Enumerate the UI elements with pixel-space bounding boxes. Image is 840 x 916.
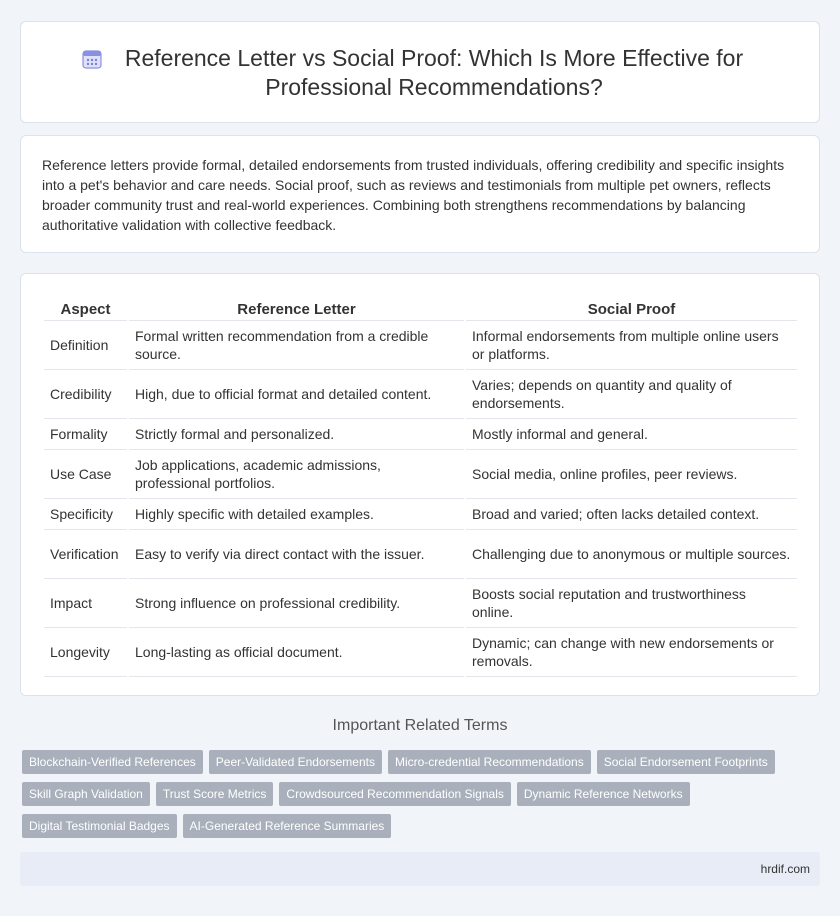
related-term-tag[interactable]: Trust Score Metrics bbox=[156, 782, 274, 806]
reference-cell: Long-lasting as official document. bbox=[129, 628, 464, 677]
social-cell: Informal endorsements from multiple online users or platforms. bbox=[466, 321, 797, 370]
title-card bbox=[20, 21, 820, 123]
tag-row bbox=[22, 750, 802, 782]
related-terms-list bbox=[22, 750, 802, 846]
table-row bbox=[44, 628, 797, 677]
related-term-tag[interactable]: Micro-credential Recommendations bbox=[388, 750, 591, 774]
comparison-table bbox=[42, 294, 799, 677]
table-row bbox=[44, 499, 797, 530]
related-term-tag[interactable]: Digital Testimonial Badges bbox=[22, 814, 177, 838]
social-cell: Social media, online profiles, peer reviews. bbox=[466, 450, 797, 499]
reference-cell: Highly specific with detailed examples. bbox=[129, 499, 464, 530]
aspect-cell: Longevity bbox=[44, 628, 127, 677]
aspect-cell: Impact bbox=[44, 579, 127, 628]
related-terms-title: Important Related Terms bbox=[332, 717, 508, 734]
related-term-tag[interactable]: Peer-Validated Endorsements bbox=[209, 750, 382, 774]
table-row bbox=[44, 450, 797, 499]
social-cell: Varies; depends on quantity and quality of endorsements. bbox=[466, 370, 797, 419]
aspect-cell: Definition bbox=[44, 321, 127, 370]
header-reference-letter: Reference Letter bbox=[129, 294, 464, 321]
related-term-tag[interactable]: Blockchain-Verified References bbox=[22, 750, 203, 774]
reference-cell: High, due to official format and detailed content. bbox=[129, 370, 464, 419]
table-row bbox=[44, 579, 797, 628]
related-term-tag[interactable]: Skill Graph Validation bbox=[22, 782, 150, 806]
header-social-proof: Social Proof bbox=[466, 294, 797, 321]
page-title: Reference Letter vs Social Proof: Which Is More Effective for Professional Recommendations? bbox=[124, 45, 744, 100]
social-cell: Mostly informal and general. bbox=[466, 419, 797, 450]
related-term-tag[interactable]: AI-Generated Reference Summaries bbox=[183, 814, 392, 838]
table-header-row bbox=[44, 294, 797, 321]
reference-cell: Strong influence on professional credibility. bbox=[129, 579, 464, 628]
social-cell: Dynamic; can change with new endorsements or removals. bbox=[466, 628, 797, 677]
table-row bbox=[44, 419, 797, 450]
social-cell: Broad and varied; often lacks detailed context. bbox=[466, 499, 797, 530]
table-row bbox=[44, 321, 797, 370]
aspect-cell: Specificity bbox=[44, 499, 127, 530]
related-term-tag[interactable]: Crowdsourced Recommendation Signals bbox=[279, 782, 510, 806]
footer bbox=[20, 852, 820, 886]
header-aspect: Aspect bbox=[44, 294, 127, 321]
related-term-tag[interactable]: Social Endorsement Footprints bbox=[597, 750, 775, 774]
reference-cell: Easy to verify via direct contact with the issuer. bbox=[129, 530, 464, 579]
social-cell: Challenging due to anonymous or multiple sources. bbox=[466, 530, 797, 579]
reference-cell: Strictly formal and personalized. bbox=[129, 419, 464, 450]
tag-row bbox=[22, 814, 802, 846]
table-row bbox=[44, 530, 797, 579]
reference-cell: Formal written recommendation from a credible source. bbox=[129, 321, 464, 370]
aspect-cell: Verification bbox=[44, 530, 127, 579]
aspect-cell: Use Case bbox=[44, 450, 127, 499]
tag-row bbox=[22, 782, 802, 814]
social-cell: Boosts social reputation and trustworthiness online. bbox=[466, 579, 797, 628]
table-row bbox=[44, 370, 797, 419]
summary-text: Reference letters provide formal, detailed endorsements from trusted individuals, offering credibility and specific insights into a pet's behavior and care needs. Social proof, such as reviews and testimonials from multiple pet owners, reflects broader community trust and real-world experiences. Combining both strengthens recommendations by balancing authoritative validation with collective feedback. bbox=[42, 157, 785, 233]
aspect-cell: Formality bbox=[44, 419, 127, 450]
comparison-card bbox=[20, 273, 820, 696]
related-term-tag[interactable]: Dynamic Reference Networks bbox=[517, 782, 690, 806]
footer-site-link[interactable]: hrdif.com bbox=[760, 862, 810, 876]
reference-cell: Job applications, academic admissions, professional portfolios. bbox=[129, 450, 464, 499]
aspect-cell: Credibility bbox=[44, 370, 127, 419]
summary-card bbox=[20, 135, 820, 253]
